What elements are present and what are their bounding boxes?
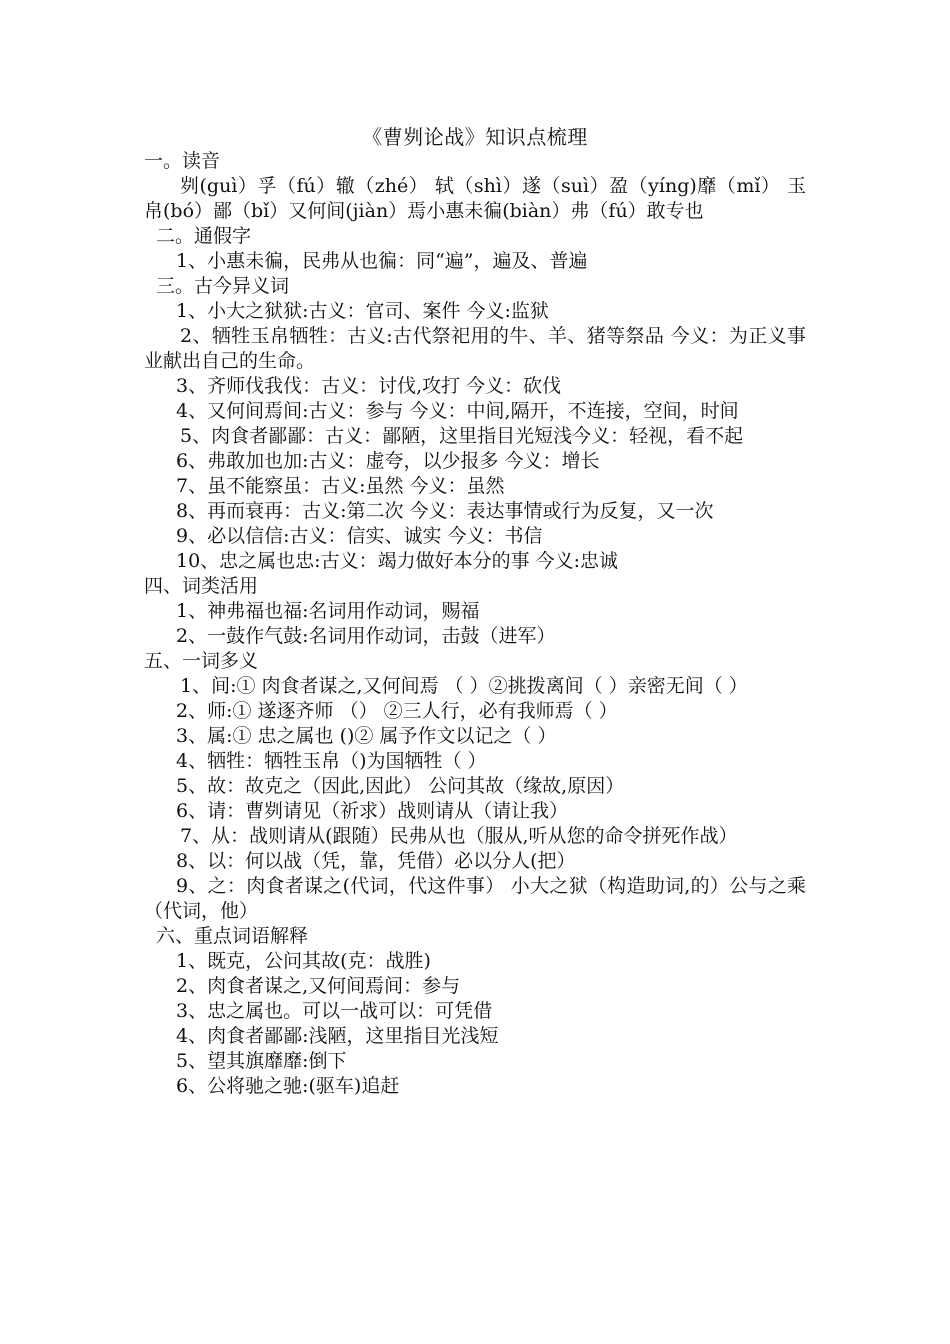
- text-line: 7、虽不能察虽：古义:虽然 今义：虽然: [176, 475, 505, 497]
- text-line: 3、属:① 忠之属也 ()② 属予作文以记之（ ）: [176, 725, 557, 747]
- text-line: 8、再而衰再：古义:第二次 今义：表达事情或行为反复，又一次: [176, 500, 714, 522]
- text-line: 4、牺牲：牺牲玉帛（)为国牺牲（ ）: [176, 750, 487, 772]
- document-title: 《曹刿论战》知识点梳理: [362, 125, 588, 149]
- text-line: 1、小惠未徧，民弗从也徧：同“遍”，遍及、普遍: [176, 250, 588, 272]
- text-line: 2、牺牲玉帛牺牲：古义:古代祭祀用的牛、羊、猪等祭品 今义：为正义事业献出自己的生命。: [144, 325, 806, 372]
- text-line: 2、一鼓作气鼓:名词用作动词，击鼓（进军）: [176, 625, 556, 647]
- text-line: 6、公将驰之驰:(驱车)追赶: [176, 1075, 400, 1097]
- section-heading: 五、一词多义: [144, 650, 259, 672]
- text-line: 7、从：战则请从(跟随）民弗从也（服从,听从您的命令拼死作战）: [180, 825, 738, 847]
- text-line: 2、肉食者谋之,又何间焉间：参与: [176, 975, 461, 997]
- text-line: 刿(guì）孚（fú）辙（zhé） 轼（shì）遂（suì）盈（yíng)靡（mǐ） 玉帛(bó）鄙（bǐ）又何间(jiàn）焉小惠未徧(biàn）弗（fú）敢专也: [144, 175, 806, 222]
- text-line: 1、小大之狱狱:古义：官司、案件 今义:监狱: [176, 300, 549, 322]
- text-line: 3、齐师伐我伐：古义：讨伐,攻打 今义：砍伐: [176, 375, 562, 397]
- section-heading: 一。读音: [144, 150, 221, 172]
- text-line: 9、之：肉食者谋之(代词，代这件事） 小大之狱（构造助词,的）公与之乘（代词，他）: [144, 875, 806, 922]
- text-line: 5、故：故克之（因此,因此） 公问其故（缘故,原因）: [176, 775, 625, 797]
- section-heading: 三。古今异义词: [156, 275, 290, 297]
- text-line: 5、望其旗靡靡:倒下: [176, 1050, 347, 1072]
- text-line: 4、又何间焉间:古义：参与 今义：中间,隔开，不连接，空间，时间: [176, 400, 739, 422]
- text-line: 6、弗敢加也加:古义：虚夸，以少报多 今义：增长: [176, 450, 600, 472]
- text-line: 8、以：何以战（凭，靠，凭借）必以分人(把）: [176, 850, 576, 872]
- text-line: 1、神弗福也福:名词用作动词，赐福: [176, 600, 480, 622]
- section-heading: 二。通假字: [156, 225, 252, 247]
- text-line: 10、忠之属也忠:古义：竭力做好本分的事 今义:忠诚: [176, 550, 619, 572]
- document-body: [144, 149, 806, 1099]
- text-line: 1、间:① 肉食者谋之,又何间焉 （ ）②挑拨离间（ ）亲密无间（ ）: [180, 675, 748, 697]
- text-line: 9、必以信信:古义：信实、诚实 今义：书信: [176, 525, 543, 547]
- section-heading: 六、重点词语解释: [156, 925, 309, 947]
- text-line: 5、肉食者鄙鄙：古义：鄙陋，这里指目光短浅今义：轻视，看不起: [180, 425, 744, 447]
- text-line: 3、忠之属也。可以一战可以：可凭借: [176, 1000, 493, 1022]
- text-line: 1、既克，公问其故(克：战胜): [176, 950, 431, 972]
- section-heading: 四、词类活用: [144, 575, 259, 597]
- text-line: 4、肉食者鄙鄙:浅陋，这里指目光浅短: [176, 1025, 499, 1047]
- text-line: 2、师:① 遂逐齐师 （） ②三人行，必有我师焉（ ）: [176, 700, 618, 722]
- text-line: 6、请：曹刿请见（祈求）战则请从（请让我）: [176, 800, 569, 822]
